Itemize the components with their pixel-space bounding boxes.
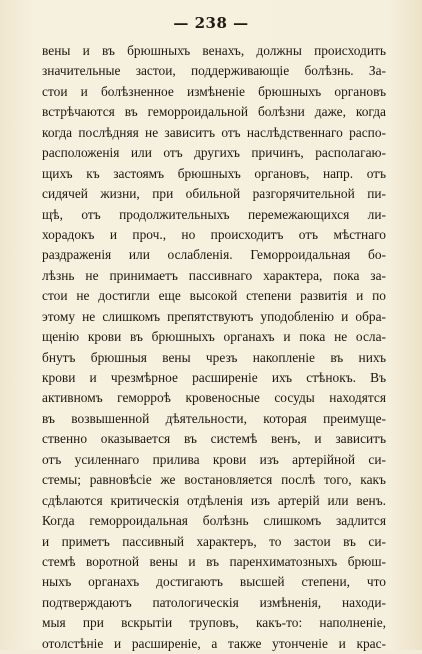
text-line: и приметъ пассивный характеръ, то застои въ си- <box>42 533 386 549</box>
text-line: отъ усиленнаго прилива крови изъ артерійной си- <box>42 451 386 467</box>
text-line: когда послѣдняя не зависитъ отъ наслѣдственнаго распо- <box>42 124 386 140</box>
text-line: раздраженія или ослабленія. Геморроидальная бо- <box>42 247 386 263</box>
text-line: вены и въ брюшныхъ венахъ, должны происходить <box>42 43 386 58</box>
text-line: стемы; равновѣсіе же востановляется послѣ того, какъ <box>42 472 386 488</box>
text-line: въ возвышенной дѣятельности, которая преимуще- <box>42 410 386 426</box>
text-line: этому не слишкомъ препятствуютъ уподобленію и обра- <box>42 308 386 324</box>
text-line: отолстѣніе и расширеніе, а также утонченіе и крас- <box>42 635 386 651</box>
text-line: мыя при вскрытіи труповъ, какъ-то: наполненіе, <box>42 615 386 631</box>
text-line: расположенія или отъ другихъ причинъ, располагаю- <box>42 145 386 161</box>
text-line: подтверждаютъ патологическія измѣненія, находи- <box>42 594 386 610</box>
text-line: щенію крови въ брюшныхъ органахъ и пока не осла- <box>42 329 386 345</box>
text-line: щихъ къ застоямъ брюшныхъ органовъ, напр. отъ <box>42 165 386 181</box>
text-line: лѣзнь не принимаетъ пассивнаго характера, пока за- <box>42 267 386 283</box>
text-line: активномъ геморроѣ кровеносные сосуды находятся <box>42 390 386 406</box>
page-number: — 238 — <box>173 14 249 32</box>
text-line: щѣ, отъ продолжительныхъ перемежающихся ли- <box>42 206 386 222</box>
text-line: значительные застои, поддерживающіе болѣзнь. За- <box>42 63 386 79</box>
body-text <box>42 41 386 654</box>
text-line: встрѣчаются въ геморроидальной болѣзни даже, когда <box>42 104 386 120</box>
text-line: бнутъ брюшныя вены чрезъ накопленіе въ нихъ <box>42 349 386 365</box>
text-line: стемѣ воротной вены и въ паренхиматозныхъ брюш- <box>42 553 386 569</box>
text-line: стои и болѣзненное измѣненіе брюшныхъ органовъ <box>42 83 386 99</box>
text-line: Когда геморроидальная болѣзнь слишкомъ задлится <box>42 513 386 529</box>
text-line: сидячей жизни, при обильной разгорячительной пи- <box>42 186 386 202</box>
text-line: хорадокъ и проч., но происходитъ отъ мѣстнаго <box>42 226 386 242</box>
text-line: крови и чрезмѣрное расширеніе ихъ стѣнокъ. Въ <box>42 370 386 385</box>
text-line: сдѣлаются критическія отдѣленія изъ артерій или венъ. <box>42 492 386 508</box>
text-line: стои не достигли еще высокой степени развитія и по <box>42 288 386 304</box>
text-line: ныхъ органахъ достигаютъ высшей степени, что <box>42 574 386 590</box>
text-line: ственно оказывается въ системѣ венъ, и зависитъ <box>42 431 386 447</box>
